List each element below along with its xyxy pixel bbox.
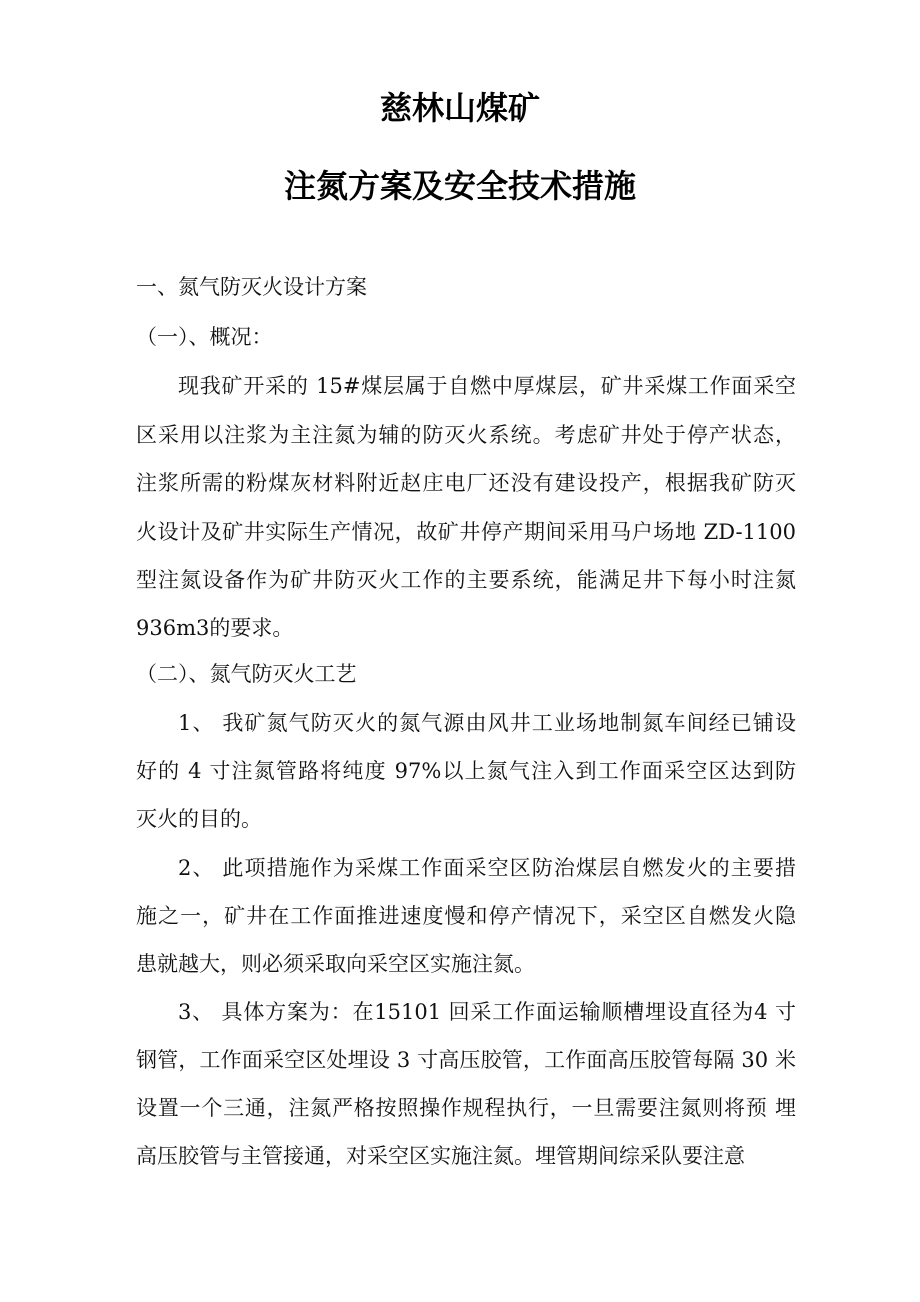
- process-item-1-line-1: 1、 我矿氮气防灭火的氮气源由风井工业场地制氮车间经已铺设: [178, 711, 796, 735]
- overview-paragraph-line-5: 型注氮设备作为矿井防灭火工作的主要系统，能满足井下每小时注氮: [136, 568, 796, 592]
- process-item-3-line-2: 钢管，工作面采空区处埋设 3 寸高压胶管，工作面高压胶管每隔 30 米: [136, 1048, 796, 1072]
- subheading-nitrogen-process: （二）、氮气防灭火工艺: [136, 662, 357, 686]
- process-item-3-line-1: 3、 具体方案为：在15101 回采工作面运输顺槽埋设直径为4 寸: [178, 1000, 796, 1024]
- process-item-2-line-1: 2、 此项措施作为采煤工作面采空区防治煤层自燃发火的主要措: [178, 856, 796, 880]
- subheading-overview: （一）、概况：: [136, 325, 273, 349]
- process-item-2-line-2: 施之一，矿井在工作面推进速度慢和停产情况下，采空区自燃发火隐: [136, 904, 796, 928]
- section-heading-nitrogen-fire-prevention: 一、氮气防灭火设计方案: [136, 275, 367, 299]
- process-item-2-line-3: 患就越大，则必须采取向采空区实施注氮。: [136, 952, 535, 976]
- overview-paragraph-line-2: 区采用以注浆为主注氮为辅的防灭火系统。考虑矿井处于停产状态，: [136, 423, 796, 447]
- process-item-1-line-3: 灭火的目的。: [136, 807, 262, 831]
- process-item-3-line-3: 设置一个三通，注氮严格按照操作规程执行，一旦需要注氮则将预 埋: [136, 1096, 796, 1120]
- document-title-plan-name: 注氮方案及安全技术措施: [283, 167, 636, 205]
- overview-paragraph-line-6: 936m3的要求。: [136, 616, 294, 640]
- process-item-1-line-2: 好的 4 寸注氮管路将纯度 97%以上氮气注入到工作面采空区达到防: [136, 759, 796, 783]
- overview-paragraph-line-3: 注浆所需的粉煤灰材料附近赵庄电厂还没有建设投产，根据我矿防灭: [136, 471, 796, 495]
- process-item-3-line-4: 高压胶管与主管接通，对采空区实施注氮。埋管期间综采队要注意: [136, 1144, 745, 1168]
- document-title-mine-name: 慈林山煤矿: [379, 89, 540, 127]
- overview-paragraph-line-1: 现我矿开采的 15#煤层属于自燃中厚煤层，矿井采煤工作面采空: [178, 374, 796, 398]
- overview-paragraph-line-4: 火设计及矿井实际生产情况，故矿井停产期间采用马户场地 ZD-1100: [136, 520, 796, 544]
